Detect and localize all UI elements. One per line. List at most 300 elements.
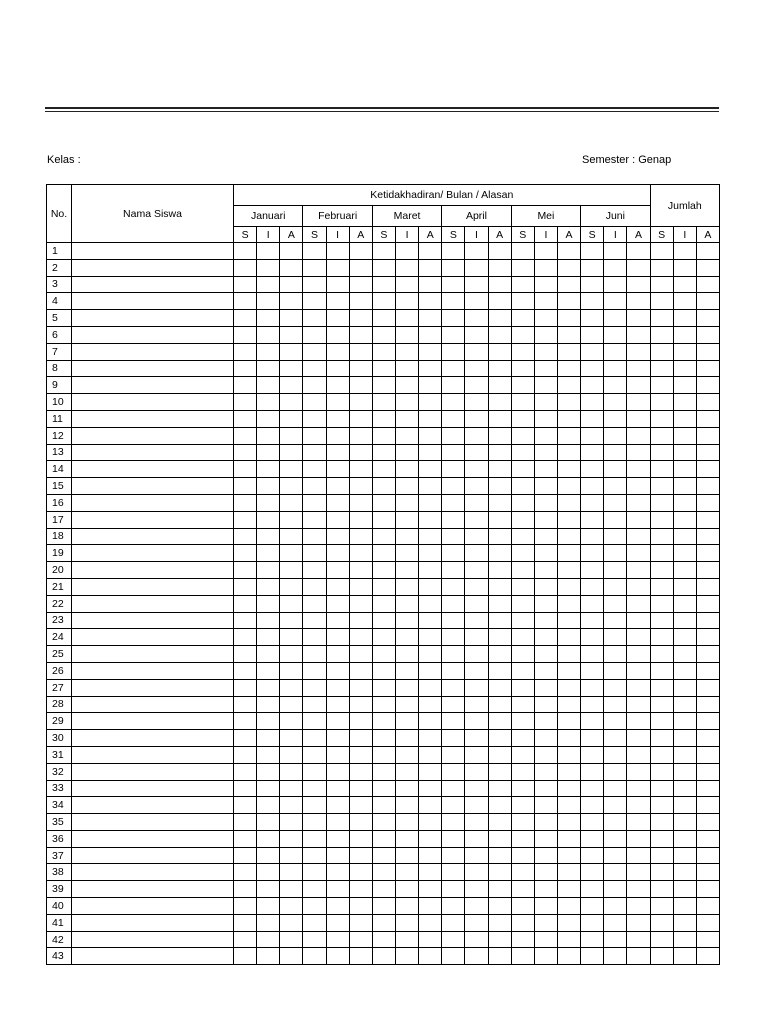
- attendance-cell[interactable]: [326, 259, 349, 276]
- attendance-cell[interactable]: [395, 360, 418, 377]
- attendance-cell[interactable]: [303, 578, 326, 595]
- attendance-cell[interactable]: [349, 914, 372, 931]
- attendance-cell[interactable]: [488, 360, 511, 377]
- attendance-cell[interactable]: [627, 427, 650, 444]
- attendance-cell[interactable]: [234, 797, 257, 814]
- attendance-cell[interactable]: [257, 377, 280, 394]
- attendance-cell[interactable]: [511, 427, 534, 444]
- attendance-cell[interactable]: [442, 360, 465, 377]
- attendance-cell[interactable]: [534, 243, 557, 260]
- attendance-cell[interactable]: [650, 830, 673, 847]
- attendance-cell[interactable]: [234, 696, 257, 713]
- attendance-cell[interactable]: [372, 814, 395, 831]
- attendance-cell[interactable]: [511, 410, 534, 427]
- attendance-cell[interactable]: [372, 545, 395, 562]
- attendance-cell[interactable]: [280, 293, 303, 310]
- attendance-cell[interactable]: [650, 931, 673, 948]
- attendance-cell[interactable]: [395, 881, 418, 898]
- attendance-cell[interactable]: [673, 259, 696, 276]
- attendance-cell[interactable]: [442, 730, 465, 747]
- attendance-cell[interactable]: [511, 377, 534, 394]
- attendance-cell[interactable]: [534, 478, 557, 495]
- attendance-cell[interactable]: [442, 326, 465, 343]
- attendance-cell[interactable]: [442, 276, 465, 293]
- attendance-cell[interactable]: [395, 864, 418, 881]
- attendance-cell[interactable]: [442, 494, 465, 511]
- attendance-cell[interactable]: [303, 276, 326, 293]
- attendance-cell[interactable]: [326, 545, 349, 562]
- attendance-cell[interactable]: [650, 914, 673, 931]
- attendance-cell[interactable]: [557, 713, 580, 730]
- attendance-cell[interactable]: [696, 612, 719, 629]
- attendance-cell[interactable]: [395, 797, 418, 814]
- student-name-cell[interactable]: [72, 612, 234, 629]
- attendance-cell[interactable]: [326, 931, 349, 948]
- attendance-cell[interactable]: [511, 797, 534, 814]
- attendance-cell[interactable]: [557, 326, 580, 343]
- attendance-cell[interactable]: [627, 494, 650, 511]
- attendance-cell[interactable]: [557, 343, 580, 360]
- attendance-cell[interactable]: [488, 511, 511, 528]
- attendance-cell[interactable]: [581, 914, 604, 931]
- attendance-cell[interactable]: [581, 864, 604, 881]
- student-name-cell[interactable]: [72, 730, 234, 747]
- attendance-cell[interactable]: [326, 646, 349, 663]
- attendance-cell[interactable]: [534, 629, 557, 646]
- attendance-cell[interactable]: [696, 343, 719, 360]
- attendance-cell[interactable]: [326, 914, 349, 931]
- attendance-cell[interactable]: [627, 595, 650, 612]
- attendance-cell[interactable]: [372, 326, 395, 343]
- attendance-cell[interactable]: [280, 679, 303, 696]
- attendance-cell[interactable]: [534, 948, 557, 965]
- attendance-cell[interactable]: [395, 394, 418, 411]
- attendance-cell[interactable]: [303, 646, 326, 663]
- attendance-cell[interactable]: [488, 797, 511, 814]
- attendance-cell[interactable]: [511, 662, 534, 679]
- attendance-cell[interactable]: [303, 847, 326, 864]
- attendance-cell[interactable]: [303, 494, 326, 511]
- attendance-cell[interactable]: [650, 730, 673, 747]
- attendance-cell[interactable]: [442, 612, 465, 629]
- student-name-cell[interactable]: [72, 494, 234, 511]
- attendance-cell[interactable]: [511, 931, 534, 948]
- attendance-cell[interactable]: [326, 326, 349, 343]
- attendance-cell[interactable]: [534, 780, 557, 797]
- attendance-cell[interactable]: [581, 377, 604, 394]
- attendance-cell[interactable]: [534, 864, 557, 881]
- attendance-cell[interactable]: [395, 730, 418, 747]
- attendance-cell[interactable]: [604, 578, 627, 595]
- attendance-cell[interactable]: [604, 259, 627, 276]
- attendance-cell[interactable]: [673, 679, 696, 696]
- attendance-cell[interactable]: [511, 243, 534, 260]
- attendance-cell[interactable]: [349, 696, 372, 713]
- attendance-cell[interactable]: [419, 746, 442, 763]
- attendance-cell[interactable]: [280, 511, 303, 528]
- attendance-cell[interactable]: [534, 377, 557, 394]
- attendance-cell[interactable]: [673, 293, 696, 310]
- attendance-cell[interactable]: [349, 562, 372, 579]
- attendance-cell[interactable]: [372, 394, 395, 411]
- attendance-cell[interactable]: [257, 814, 280, 831]
- attendance-cell[interactable]: [673, 326, 696, 343]
- attendance-cell[interactable]: [696, 814, 719, 831]
- attendance-cell[interactable]: [650, 478, 673, 495]
- attendance-cell[interactable]: [488, 679, 511, 696]
- attendance-cell[interactable]: [257, 763, 280, 780]
- attendance-cell[interactable]: [419, 612, 442, 629]
- student-name-cell[interactable]: [72, 310, 234, 327]
- attendance-cell[interactable]: [442, 444, 465, 461]
- attendance-cell[interactable]: [696, 444, 719, 461]
- attendance-cell[interactable]: [257, 646, 280, 663]
- attendance-cell[interactable]: [372, 562, 395, 579]
- attendance-cell[interactable]: [581, 662, 604, 679]
- attendance-cell[interactable]: [349, 881, 372, 898]
- attendance-cell[interactable]: [465, 545, 488, 562]
- attendance-cell[interactable]: [627, 360, 650, 377]
- attendance-cell[interactable]: [442, 578, 465, 595]
- attendance-cell[interactable]: [534, 394, 557, 411]
- attendance-cell[interactable]: [419, 276, 442, 293]
- attendance-cell[interactable]: [372, 629, 395, 646]
- attendance-cell[interactable]: [372, 276, 395, 293]
- attendance-cell[interactable]: [511, 595, 534, 612]
- attendance-cell[interactable]: [372, 713, 395, 730]
- attendance-cell[interactable]: [395, 612, 418, 629]
- attendance-cell[interactable]: [604, 881, 627, 898]
- attendance-cell[interactable]: [696, 293, 719, 310]
- student-name-cell[interactable]: [72, 696, 234, 713]
- attendance-cell[interactable]: [581, 478, 604, 495]
- attendance-cell[interactable]: [650, 343, 673, 360]
- attendance-cell[interactable]: [534, 343, 557, 360]
- attendance-cell[interactable]: [534, 259, 557, 276]
- attendance-cell[interactable]: [326, 310, 349, 327]
- attendance-cell[interactable]: [395, 578, 418, 595]
- attendance-cell[interactable]: [627, 864, 650, 881]
- attendance-cell[interactable]: [488, 494, 511, 511]
- attendance-cell[interactable]: [280, 427, 303, 444]
- attendance-cell[interactable]: [534, 427, 557, 444]
- attendance-cell[interactable]: [534, 763, 557, 780]
- attendance-cell[interactable]: [419, 494, 442, 511]
- attendance-cell[interactable]: [419, 948, 442, 965]
- attendance-cell[interactable]: [673, 830, 696, 847]
- attendance-cell[interactable]: [673, 545, 696, 562]
- attendance-cell[interactable]: [395, 629, 418, 646]
- attendance-cell[interactable]: [349, 713, 372, 730]
- attendance-cell[interactable]: [234, 360, 257, 377]
- attendance-cell[interactable]: [604, 797, 627, 814]
- attendance-cell[interactable]: [280, 478, 303, 495]
- attendance-cell[interactable]: [257, 914, 280, 931]
- attendance-cell[interactable]: [257, 562, 280, 579]
- attendance-cell[interactable]: [696, 713, 719, 730]
- student-name-cell[interactable]: [72, 276, 234, 293]
- attendance-cell[interactable]: [303, 343, 326, 360]
- attendance-cell[interactable]: [488, 830, 511, 847]
- attendance-cell[interactable]: [280, 528, 303, 545]
- attendance-cell[interactable]: [557, 595, 580, 612]
- attendance-cell[interactable]: [442, 881, 465, 898]
- attendance-cell[interactable]: [511, 326, 534, 343]
- attendance-cell[interactable]: [511, 612, 534, 629]
- attendance-cell[interactable]: [534, 310, 557, 327]
- attendance-cell[interactable]: [303, 864, 326, 881]
- attendance-cell[interactable]: [326, 461, 349, 478]
- attendance-cell[interactable]: [465, 478, 488, 495]
- attendance-cell[interactable]: [395, 948, 418, 965]
- student-name-cell[interactable]: [72, 360, 234, 377]
- attendance-cell[interactable]: [234, 259, 257, 276]
- attendance-cell[interactable]: [372, 780, 395, 797]
- attendance-cell[interactable]: [280, 713, 303, 730]
- attendance-cell[interactable]: [280, 898, 303, 915]
- attendance-cell[interactable]: [372, 595, 395, 612]
- attendance-cell[interactable]: [581, 511, 604, 528]
- attendance-cell[interactable]: [465, 797, 488, 814]
- attendance-cell[interactable]: [326, 427, 349, 444]
- attendance-cell[interactable]: [604, 478, 627, 495]
- attendance-cell[interactable]: [557, 746, 580, 763]
- attendance-cell[interactable]: [650, 310, 673, 327]
- attendance-cell[interactable]: [349, 243, 372, 260]
- attendance-cell[interactable]: [349, 595, 372, 612]
- attendance-cell[interactable]: [673, 427, 696, 444]
- attendance-cell[interactable]: [465, 830, 488, 847]
- attendance-cell[interactable]: [557, 578, 580, 595]
- attendance-cell[interactable]: [465, 898, 488, 915]
- attendance-cell[interactable]: [534, 511, 557, 528]
- attendance-cell[interactable]: [673, 444, 696, 461]
- attendance-cell[interactable]: [696, 545, 719, 562]
- attendance-cell[interactable]: [395, 662, 418, 679]
- attendance-cell[interactable]: [604, 461, 627, 478]
- student-name-cell[interactable]: [72, 881, 234, 898]
- attendance-cell[interactable]: [303, 612, 326, 629]
- attendance-cell[interactable]: [257, 713, 280, 730]
- attendance-cell[interactable]: [604, 511, 627, 528]
- attendance-cell[interactable]: [303, 629, 326, 646]
- attendance-cell[interactable]: [557, 696, 580, 713]
- attendance-cell[interactable]: [650, 360, 673, 377]
- attendance-cell[interactable]: [650, 696, 673, 713]
- attendance-cell[interactable]: [280, 780, 303, 797]
- attendance-cell[interactable]: [604, 713, 627, 730]
- attendance-cell[interactable]: [257, 780, 280, 797]
- attendance-cell[interactable]: [557, 562, 580, 579]
- attendance-cell[interactable]: [696, 730, 719, 747]
- attendance-cell[interactable]: [534, 461, 557, 478]
- attendance-cell[interactable]: [257, 427, 280, 444]
- attendance-cell[interactable]: [419, 797, 442, 814]
- attendance-cell[interactable]: [234, 461, 257, 478]
- attendance-cell[interactable]: [488, 931, 511, 948]
- attendance-cell[interactable]: [303, 746, 326, 763]
- attendance-cell[interactable]: [372, 696, 395, 713]
- attendance-cell[interactable]: [696, 276, 719, 293]
- attendance-cell[interactable]: [650, 662, 673, 679]
- student-name-cell[interactable]: [72, 427, 234, 444]
- attendance-cell[interactable]: [280, 545, 303, 562]
- attendance-cell[interactable]: [326, 511, 349, 528]
- student-name-cell[interactable]: [72, 326, 234, 343]
- attendance-cell[interactable]: [557, 478, 580, 495]
- attendance-cell[interactable]: [650, 293, 673, 310]
- attendance-cell[interactable]: [581, 545, 604, 562]
- attendance-cell[interactable]: [488, 696, 511, 713]
- attendance-cell[interactable]: [488, 293, 511, 310]
- attendance-cell[interactable]: [696, 881, 719, 898]
- attendance-cell[interactable]: [557, 461, 580, 478]
- attendance-cell[interactable]: [257, 578, 280, 595]
- attendance-cell[interactable]: [326, 276, 349, 293]
- attendance-cell[interactable]: [349, 864, 372, 881]
- attendance-cell[interactable]: [303, 562, 326, 579]
- attendance-cell[interactable]: [372, 528, 395, 545]
- attendance-cell[interactable]: [372, 763, 395, 780]
- attendance-cell[interactable]: [650, 679, 673, 696]
- attendance-cell[interactable]: [326, 629, 349, 646]
- attendance-cell[interactable]: [581, 612, 604, 629]
- attendance-cell[interactable]: [257, 595, 280, 612]
- attendance-cell[interactable]: [581, 293, 604, 310]
- attendance-cell[interactable]: [257, 830, 280, 847]
- attendance-cell[interactable]: [673, 948, 696, 965]
- attendance-cell[interactable]: [303, 377, 326, 394]
- attendance-cell[interactable]: [650, 410, 673, 427]
- attendance-cell[interactable]: [604, 562, 627, 579]
- attendance-cell[interactable]: [419, 394, 442, 411]
- attendance-cell[interactable]: [650, 578, 673, 595]
- attendance-cell[interactable]: [280, 394, 303, 411]
- attendance-cell[interactable]: [604, 394, 627, 411]
- attendance-cell[interactable]: [488, 881, 511, 898]
- attendance-cell[interactable]: [650, 394, 673, 411]
- attendance-cell[interactable]: [395, 746, 418, 763]
- attendance-cell[interactable]: [234, 427, 257, 444]
- attendance-cell[interactable]: [557, 528, 580, 545]
- attendance-cell[interactable]: [280, 612, 303, 629]
- attendance-cell[interactable]: [604, 730, 627, 747]
- attendance-cell[interactable]: [627, 830, 650, 847]
- attendance-cell[interactable]: [488, 444, 511, 461]
- attendance-cell[interactable]: [372, 898, 395, 915]
- attendance-cell[interactable]: [280, 797, 303, 814]
- attendance-cell[interactable]: [604, 427, 627, 444]
- attendance-cell[interactable]: [442, 243, 465, 260]
- attendance-cell[interactable]: [673, 864, 696, 881]
- attendance-cell[interactable]: [372, 243, 395, 260]
- attendance-cell[interactable]: [442, 864, 465, 881]
- attendance-cell[interactable]: [326, 528, 349, 545]
- attendance-cell[interactable]: [395, 276, 418, 293]
- attendance-cell[interactable]: [650, 595, 673, 612]
- attendance-cell[interactable]: [303, 763, 326, 780]
- attendance-cell[interactable]: [349, 545, 372, 562]
- attendance-cell[interactable]: [395, 494, 418, 511]
- attendance-cell[interactable]: [303, 948, 326, 965]
- attendance-cell[interactable]: [303, 931, 326, 948]
- attendance-cell[interactable]: [280, 494, 303, 511]
- attendance-cell[interactable]: [511, 730, 534, 747]
- attendance-cell[interactable]: [349, 679, 372, 696]
- attendance-cell[interactable]: [326, 696, 349, 713]
- attendance-cell[interactable]: [557, 814, 580, 831]
- attendance-cell[interactable]: [395, 562, 418, 579]
- attendance-cell[interactable]: [419, 243, 442, 260]
- attendance-cell[interactable]: [673, 898, 696, 915]
- student-name-cell[interactable]: [72, 662, 234, 679]
- attendance-cell[interactable]: [349, 410, 372, 427]
- attendance-cell[interactable]: [673, 461, 696, 478]
- attendance-cell[interactable]: [326, 746, 349, 763]
- attendance-cell[interactable]: [488, 310, 511, 327]
- attendance-cell[interactable]: [673, 478, 696, 495]
- attendance-cell[interactable]: [604, 595, 627, 612]
- attendance-cell[interactable]: [488, 646, 511, 663]
- attendance-cell[interactable]: [257, 310, 280, 327]
- attendance-cell[interactable]: [372, 494, 395, 511]
- attendance-cell[interactable]: [557, 914, 580, 931]
- attendance-cell[interactable]: [627, 814, 650, 831]
- attendance-cell[interactable]: [534, 528, 557, 545]
- attendance-cell[interactable]: [511, 562, 534, 579]
- student-name-cell[interactable]: [72, 746, 234, 763]
- attendance-cell[interactable]: [627, 243, 650, 260]
- attendance-cell[interactable]: [604, 276, 627, 293]
- attendance-cell[interactable]: [303, 679, 326, 696]
- attendance-cell[interactable]: [372, 293, 395, 310]
- attendance-cell[interactable]: [234, 814, 257, 831]
- attendance-cell[interactable]: [442, 898, 465, 915]
- attendance-cell[interactable]: [696, 360, 719, 377]
- attendance-cell[interactable]: [627, 394, 650, 411]
- attendance-cell[interactable]: [534, 730, 557, 747]
- attendance-cell[interactable]: [511, 394, 534, 411]
- attendance-cell[interactable]: [349, 629, 372, 646]
- attendance-cell[interactable]: [696, 377, 719, 394]
- attendance-cell[interactable]: [465, 377, 488, 394]
- attendance-cell[interactable]: [465, 494, 488, 511]
- attendance-cell[interactable]: [511, 780, 534, 797]
- attendance-cell[interactable]: [581, 528, 604, 545]
- attendance-cell[interactable]: [372, 578, 395, 595]
- attendance-cell[interactable]: [442, 662, 465, 679]
- attendance-cell[interactable]: [395, 763, 418, 780]
- attendance-cell[interactable]: [650, 377, 673, 394]
- attendance-cell[interactable]: [234, 763, 257, 780]
- attendance-cell[interactable]: [419, 713, 442, 730]
- attendance-cell[interactable]: [557, 864, 580, 881]
- attendance-cell[interactable]: [349, 427, 372, 444]
- attendance-cell[interactable]: [511, 746, 534, 763]
- student-name-cell[interactable]: [72, 444, 234, 461]
- attendance-cell[interactable]: [465, 343, 488, 360]
- attendance-cell[interactable]: [627, 478, 650, 495]
- attendance-cell[interactable]: [349, 780, 372, 797]
- attendance-cell[interactable]: [488, 478, 511, 495]
- attendance-cell[interactable]: [696, 461, 719, 478]
- attendance-cell[interactable]: [604, 763, 627, 780]
- attendance-cell[interactable]: [465, 578, 488, 595]
- attendance-cell[interactable]: [349, 276, 372, 293]
- attendance-cell[interactable]: [511, 646, 534, 663]
- attendance-cell[interactable]: [257, 259, 280, 276]
- student-name-cell[interactable]: [72, 948, 234, 965]
